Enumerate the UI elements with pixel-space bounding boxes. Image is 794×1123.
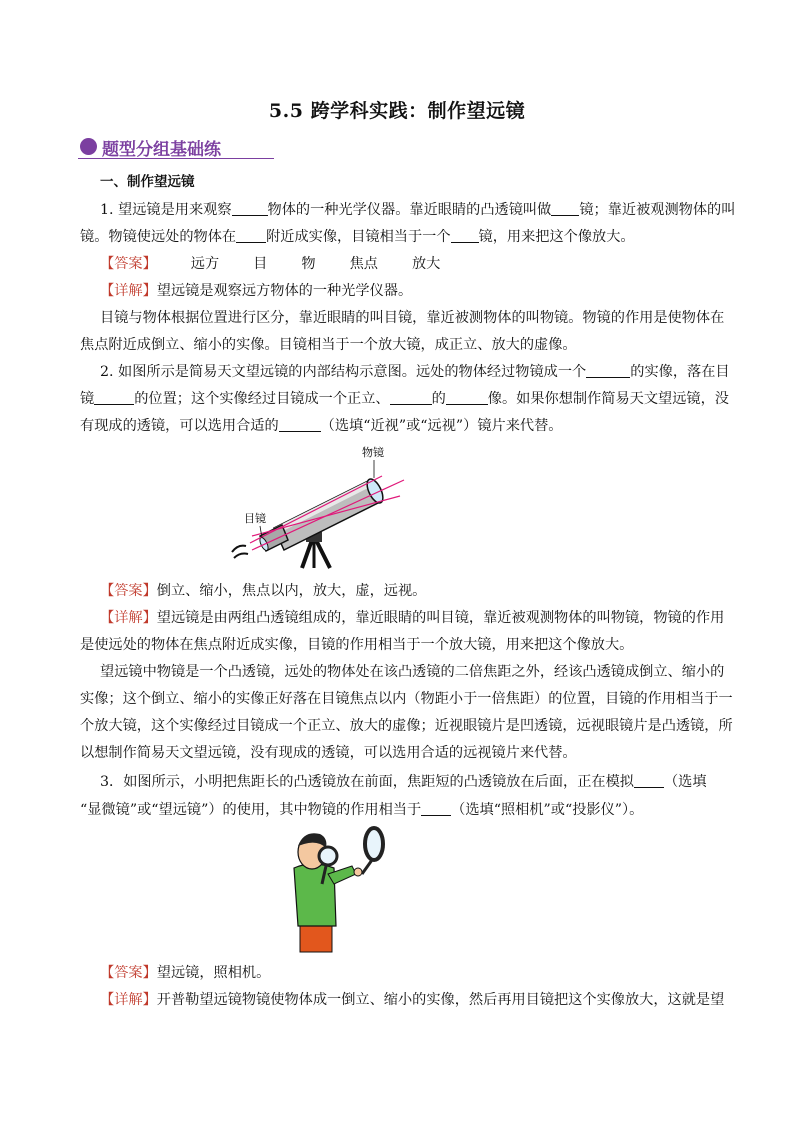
q2-detail-4: 实像；这个倒立、缩小的实像正好落在目镜焦点以内（物距小于一倍焦距）的位置，目镜的作用相当于一 [80,691,733,707]
q2-detail-1: 【详解】望远镜是由两组凸透镜组成的，靠近眼睛的叫目镜，靠近被观测物体的叫物镜，物镜的作用 [100,610,725,626]
answer-tag: 【答案】 [100,965,157,981]
q2-detail-5: 个放大镜，这个实像经过目镜成一个正立、放大的虚像；近视眼镜片是凹透镜，远视眼镜片是凸透镜，所 [80,718,733,734]
subsection-title: 一、制作望远镜 [100,174,195,190]
blank [232,201,268,216]
blank [390,390,432,405]
telescope-figure [222,440,412,570]
q3-detail-1: 【详解】开普勒望远镜物镜使物体成一倒立、缩小的实像，然后再用目镜把这个实像放大，这就是望 [100,992,725,1008]
q3-answer: 【答案】望远镜，照相机。 [100,965,271,981]
q1-line-2: 镜。物镜使远处的物体在 附近成实像，目镜相当于一个 镜，用来把这个像放大。 [80,229,635,245]
q2-detail-2: 是使远处的物体在焦点附近成实像，目镜的作用相当于一个放大镜，用来把这个像放大。 [80,637,634,653]
blank [421,801,451,816]
q1-line-1: 1. 望远镜是用来观察 物体的一种光学仪器。靠近眼睛的凸透镜叫做 镜；靠近被观测物体的叫 [100,202,736,218]
q3-line-1: 3．如图所示，小明把焦距长的凸透镜放在前面，焦距短的凸透镜放在后面，正在模拟 （选填 [100,774,707,790]
boy-lenses-figure [282,826,392,954]
blank [446,390,488,405]
answer-item: 焦点 [349,256,378,272]
page-title: 5.5 跨学科实践：制作望远镜 [268,100,526,122]
detail-tag: 【详解】 [100,610,157,626]
blank [279,417,321,432]
pants [300,926,332,952]
q2-line-2: 镜 的位置；这个实像经过目镜成一个正立、 的 像。如果你想制作简易天文望远镜，没 [80,391,729,407]
detail-tag: 【详解】 [100,283,157,299]
q3-line-2: “显微镜”或“望远镜”）的使用，其中物镜的作用相当于 （选填“照相机”或“投影仪”）。 [80,802,644,818]
blank [634,773,664,788]
section-title: 题型分组基础练 [102,140,221,160]
q1-detail-2: 目镜与物体根据位置进行区分，靠近眼睛的叫目镜，靠近被测物体的叫物镜。物镜的作用是使物体在 [100,310,725,326]
answer-tag: 【答案】 [100,256,157,272]
objective-label: 物镜 [362,446,384,459]
q2-detail-3: 望远镜中物镜是一个凸透镜，远处的物体处在该凸透镜的二倍焦距之外，经该凸透镜成倒立、缩小的 [100,664,725,680]
eyepiece-label: 目镜 [244,512,266,525]
blank [451,228,479,243]
blank [551,201,579,216]
q1-detail-1: 【详解】望远镜是观察远方物体的一种光学仪器。 [100,283,413,299]
answer-item: 远方 [190,256,220,272]
blank [586,363,630,378]
bullet-dot-icon [80,138,97,155]
telescope-tube [258,477,386,552]
section-underline [78,158,274,159]
answer-item: 目 [253,256,268,272]
q2-line-3: 有现成的透镜，可以选用合适的 （选填“近视”或“远视”）镜片来代替。 [80,418,563,434]
answer-item: 放大 [411,256,441,272]
answer-item: 物 [301,256,316,272]
eye-icon [232,546,248,558]
answer-tag: 【答案】 [100,583,157,599]
blank [94,390,134,405]
q1-detail-3: 焦点附近成倒立、缩小的实像。目镜相当于一个放大镜，成正立、放大的虚像。 [80,337,577,353]
blank [236,228,266,243]
section-header [78,134,274,160]
detail-tag: 【详解】 [100,992,157,1008]
q2-detail-6: 以想制作简易天文望远镜，没有现成的透镜，可以选用合适的远视镜片来代替。 [80,745,577,761]
q1-answer [100,254,440,274]
magnifier-far-icon [362,828,383,874]
q2-answer: 【答案】倒立、缩小，焦点以内，放大，虚，远视。 [100,583,427,599]
q2-line-1: 2. 如图所示是简易天文望远镜的内部结构示意图。远处的物体经过物镜成一个 的实像，落在目 [100,364,730,380]
